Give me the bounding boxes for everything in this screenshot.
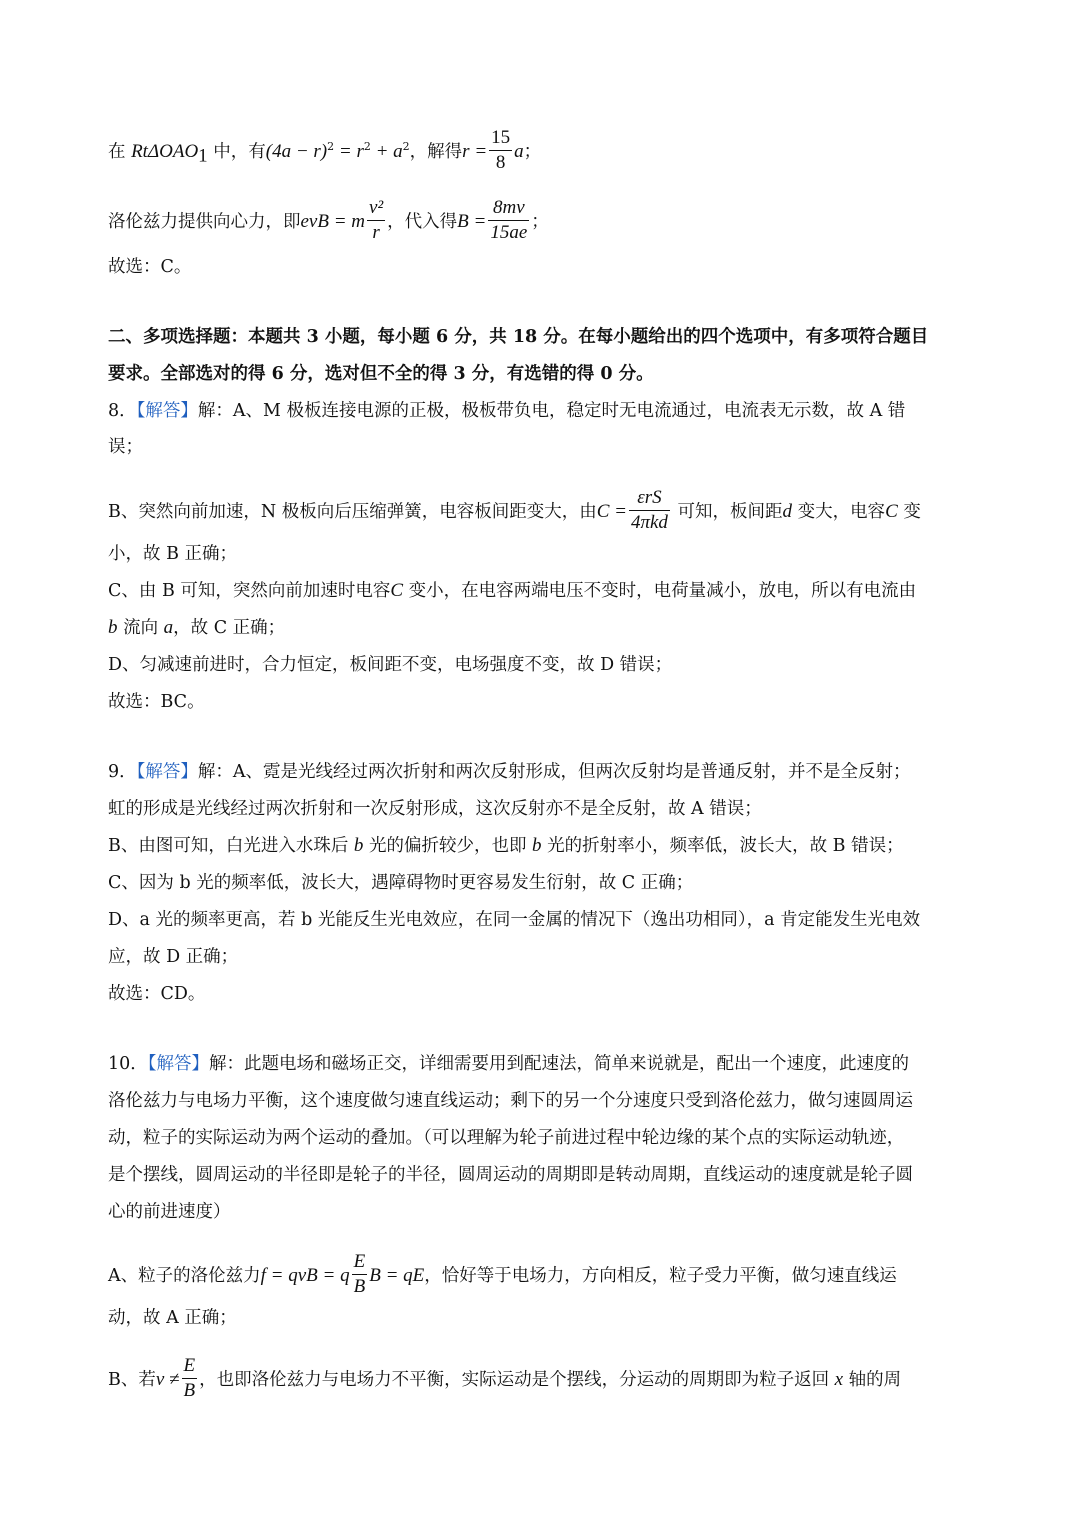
q7-line-1: 在 RtΔOAO$_1$ 中，有$(4a - r)^2 = r^2 + a^2$，解得r = $\frac{15}{8}$ a；: [108, 127, 542, 173]
section-heading-line-1: 二、多项选择题：本题共 3 小题，每小题 6 分，共 18 分。在每小题给出的四个选项中，有多项符合题目: [108, 327, 929, 347]
text: ；: [531, 212, 549, 232]
text: ，也即洛伦兹力与电场力不平衡，实际运动是个摆线，分运动的周期即为粒子返回: [199, 1370, 835, 1390]
text: 中，有: [207, 142, 266, 162]
text: 流向: [117, 618, 164, 638]
q7-answer: 故选：C。: [108, 257, 192, 277]
text: 轴的周: [843, 1370, 902, 1390]
q10-line-4: 是个摆线，圆周运动的半径即是轮子的半径，圆周运动的周期即是转动周期，直线运动的速度就是轮子圆: [108, 1165, 913, 1185]
text: ，代入得: [387, 212, 458, 232]
math-expr: a: [163, 617, 174, 638]
text: 解：A、霓是光线经过两次折射和两次反射形成，但两次反射均是普通反射，并不是全反射；: [197, 762, 911, 782]
fraction: [352, 1250, 368, 1299]
question-number: 9．: [108, 762, 137, 782]
text: 解：此题电场和磁场正交，详细需要用到配速法，简单来说就是，配出一个速度，此速度的: [209, 1054, 910, 1074]
answer-tag: 【解答】: [147, 1054, 210, 1074]
math-expr: = r: [334, 141, 364, 162]
q9-line-2: 虹的形成是光线经过两次折射和一次反射形成，这次反射亦不是全反射，故 A 错误；: [108, 799, 762, 819]
math-expr: v ≠: [155, 1369, 180, 1390]
math-expr: + a: [370, 141, 403, 162]
q9-line-5: D、a 光的频率更高，若 b 光能反生光电效应，在同一金属的情况下（逸出功相同），a 肯定能发生光电效: [108, 910, 921, 930]
q8-line-2: 误；: [108, 437, 143, 457]
q9-line-3: [108, 833, 984, 859]
q7-line-2: [108, 198, 984, 247]
text: 光的折射率小，频率低，波长大，故 B 错误；: [541, 836, 904, 856]
fraction-numerator: 8mv: [488, 196, 529, 221]
math-expr: B =: [457, 211, 487, 232]
math-subscript: 1: [198, 145, 208, 167]
q10-line-2: 洛伦兹力与电场力平衡，这个速度做匀速直线运动；剩下的另一个分速度只受到洛伦兹力，做匀速圆周运: [108, 1091, 913, 1111]
q10-line-5: 心的前进速度）: [108, 1202, 231, 1222]
q10-line-3: 动，粒子的实际运动为两个运动的叠加。（可以理解为轮子前进过程中轮边缘的某个点的实际运动轨迹，: [108, 1128, 905, 1148]
q8-line-7: D、匀减速前进时，合力恒定，板间距不变，电场强度不变，故 D 错误；: [108, 655, 673, 675]
text: C、由 B 可知，突然向前加速时电容: [108, 581, 391, 601]
math-triangle: RtΔOAO: [131, 141, 199, 162]
q9-line-1: [108, 759, 984, 785]
fraction: [488, 196, 529, 245]
q8-line-5: [108, 578, 984, 604]
text: B、由图可知，白光进入水珠后: [108, 836, 354, 856]
fraction-numerator: εrS: [629, 486, 670, 511]
fraction-numerator: 15: [489, 126, 512, 151]
q9-line-6: 应，故 D 正确；: [108, 947, 239, 967]
q10-line-6: [108, 1252, 984, 1301]
text: 解：A、M 极板连接电源的正极，极板带负电，稳定时无电流通过，电流表无示数，故 A 错: [197, 401, 906, 421]
math-expr: C =: [596, 501, 627, 522]
text: 洛伦兹力提供向心力，即: [108, 212, 301, 232]
math-expr: C: [885, 501, 898, 522]
math-expr: a: [514, 141, 524, 162]
fraction-denominator: 15ae: [490, 222, 528, 243]
fraction-denominator: 8: [495, 152, 506, 173]
text: ；: [523, 142, 542, 162]
q9-answer: 故选：CD。: [108, 984, 206, 1004]
fraction: [182, 1354, 198, 1403]
q8-line-4: 小，故 B 正确；: [108, 544, 237, 564]
fraction-numerator: E: [182, 1354, 198, 1379]
math-expr: f = qvB = q: [260, 1265, 350, 1286]
section-heading-line-2: 要求。全部选对的得 6 分，选对但不全的得 3 分，有选错的得 0 分。: [108, 364, 654, 384]
text: ，故 C 正确；: [173, 618, 286, 638]
math-expr: evB = m: [300, 211, 366, 232]
q8-line-6: [108, 615, 984, 641]
q10-line-8: [108, 1356, 984, 1405]
answer-tag: 【解答】: [136, 401, 198, 421]
math-expr: x: [834, 1369, 844, 1390]
math-expr: B = qE: [369, 1265, 425, 1286]
text: 变: [897, 502, 921, 522]
q10-line-7: 动，故 A 正确；: [108, 1308, 237, 1328]
fraction-numerator: v²: [367, 196, 385, 221]
q8-answer: 故选：BC。: [108, 692, 205, 712]
fraction-denominator: B: [183, 1380, 196, 1401]
text: ，恰好等于电场力，方向相反，粒子受力平衡，做匀速直线运: [424, 1266, 897, 1286]
text: 可知，板间距: [671, 502, 783, 522]
answer-tag: 【解答】: [136, 762, 198, 782]
text: 光的偏折较少，也即: [363, 836, 533, 856]
fraction-numerator: E: [352, 1250, 368, 1275]
text: B、突然向前加速，N 极板向后压缩弹簧，电容板间距变大，由: [108, 502, 597, 522]
text: B、若: [108, 1370, 156, 1390]
q8-line-1: [108, 398, 984, 424]
math-expr: d: [782, 501, 792, 522]
text: 在: [108, 142, 132, 162]
q10-line-1: [108, 1051, 984, 1077]
fraction: [629, 486, 670, 535]
fraction: [367, 196, 385, 245]
fraction: [489, 126, 512, 175]
math-expr: b: [353, 835, 364, 856]
fraction-denominator: B: [353, 1276, 366, 1297]
question-number: 8．: [108, 401, 137, 421]
text: ，解得: [409, 142, 463, 162]
math-expr: r =: [462, 141, 488, 162]
text: A、粒子的洛伦兹力: [108, 1266, 261, 1286]
fraction-denominator: 4πkd: [630, 512, 668, 533]
text: 变小，在电容两端电压不变时，电荷量减小，放电，所以有电流由: [403, 581, 917, 601]
question-number: 10．: [108, 1054, 148, 1074]
fraction-denominator: r: [372, 222, 380, 243]
q9-line-4: C、因为 b 光的频率低，波长大，遇障碍物时更容易发生衍射，故 C 正确；: [108, 873, 694, 893]
math-expr: b: [108, 617, 118, 638]
math-expr: (4a − r): [265, 141, 328, 162]
math-expr: b: [532, 835, 542, 856]
text: 变大，电容: [792, 502, 886, 522]
math-expr: C: [390, 580, 404, 601]
q8-line-3: [108, 488, 984, 537]
